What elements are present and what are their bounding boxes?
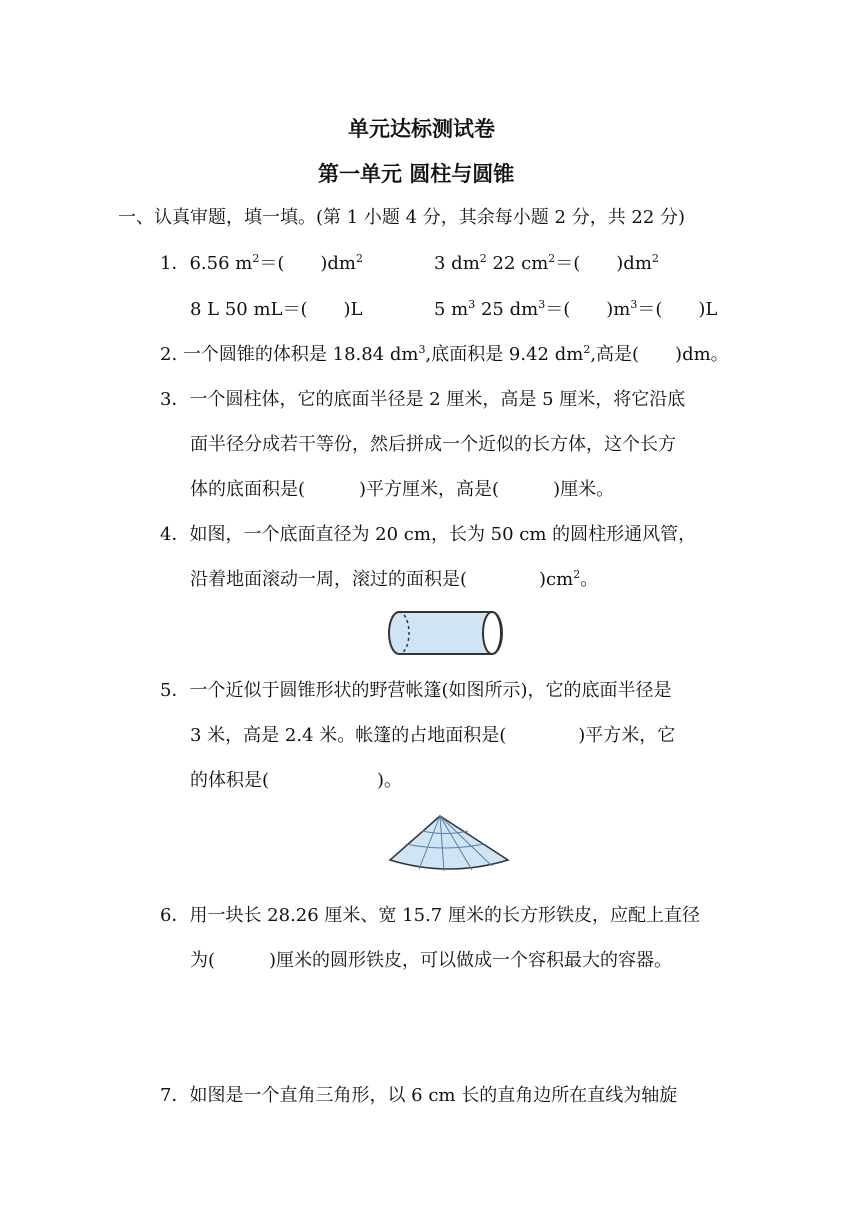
cylinder-pipe-figure xyxy=(386,609,506,659)
q3-line3: 体的底面积是( )平方厘米，高是( )厘米。 xyxy=(190,479,615,500)
q5-line3: 的体积是( )。 xyxy=(190,770,403,791)
unit-title: 第一单元 圆柱与圆锥 xyxy=(318,162,515,186)
q1-b: 3 $dm^2$ 22 $cm^2=$( )$dm^2$ xyxy=(434,252,659,274)
q4-line2: 沿着地面滚动一周，滚过的面积是( )$cm^2$。 xyxy=(190,568,599,590)
page-title: 单元达标测试卷 xyxy=(348,117,495,141)
q1-a: 1．6.56 $m^2=$( )$dm^2$ xyxy=(160,252,363,274)
q1-d: 5 $m^3$ 25 $dm^3=$( )$m^3=$( )L xyxy=(434,298,718,320)
q1-c: 8 L 50 mL＝( )L xyxy=(190,299,363,320)
tent-cone-figure xyxy=(384,814,514,876)
q5-line2: 3 米，高是 2.4 米。帐篷的占地面积是( )平方米，它 xyxy=(190,725,676,746)
q6-line1: 6．用一块长 28.26 厘米、宽 15.7 厘米的长方形铁皮，应配上直径 xyxy=(160,905,700,926)
q5-line1: 5．一个近似于圆锥形状的野营帐篷(如图所示)，它的底面半径是 xyxy=(160,680,672,701)
q6-line2: 为( )厘米的圆形铁皮，可以做成一个容积最大的容器。 xyxy=(190,950,673,971)
q4-line1: 4．如图，一个底面直径为 20 cm，长为 50 cm 的圆柱形通风管， xyxy=(160,524,697,545)
cylinder-end-right xyxy=(483,612,501,654)
q3-line2: 面半径分成若干等份，然后拼成一个近似的长方体，这个长方 xyxy=(190,434,676,455)
tent-body xyxy=(390,816,508,869)
q2: 2. 一个圆锥的体积是 18.84 $dm^3$,底面积是 9.42 $dm^2$,高是( )dm。 xyxy=(160,343,729,365)
q7-line1: 7．如图是一个直角三角形，以 6 cm 长的直角边所在直线为轴旋 xyxy=(160,1085,678,1106)
section-heading: 一、认真审题，填一填。(第 1 小题 4 分，其余每小题 2 分，共 22 分) xyxy=(118,207,686,228)
q3-line1: 3．一个圆柱体，它的底面半径是 2 厘米，高是 5 厘米，将它沿底 xyxy=(160,389,686,410)
